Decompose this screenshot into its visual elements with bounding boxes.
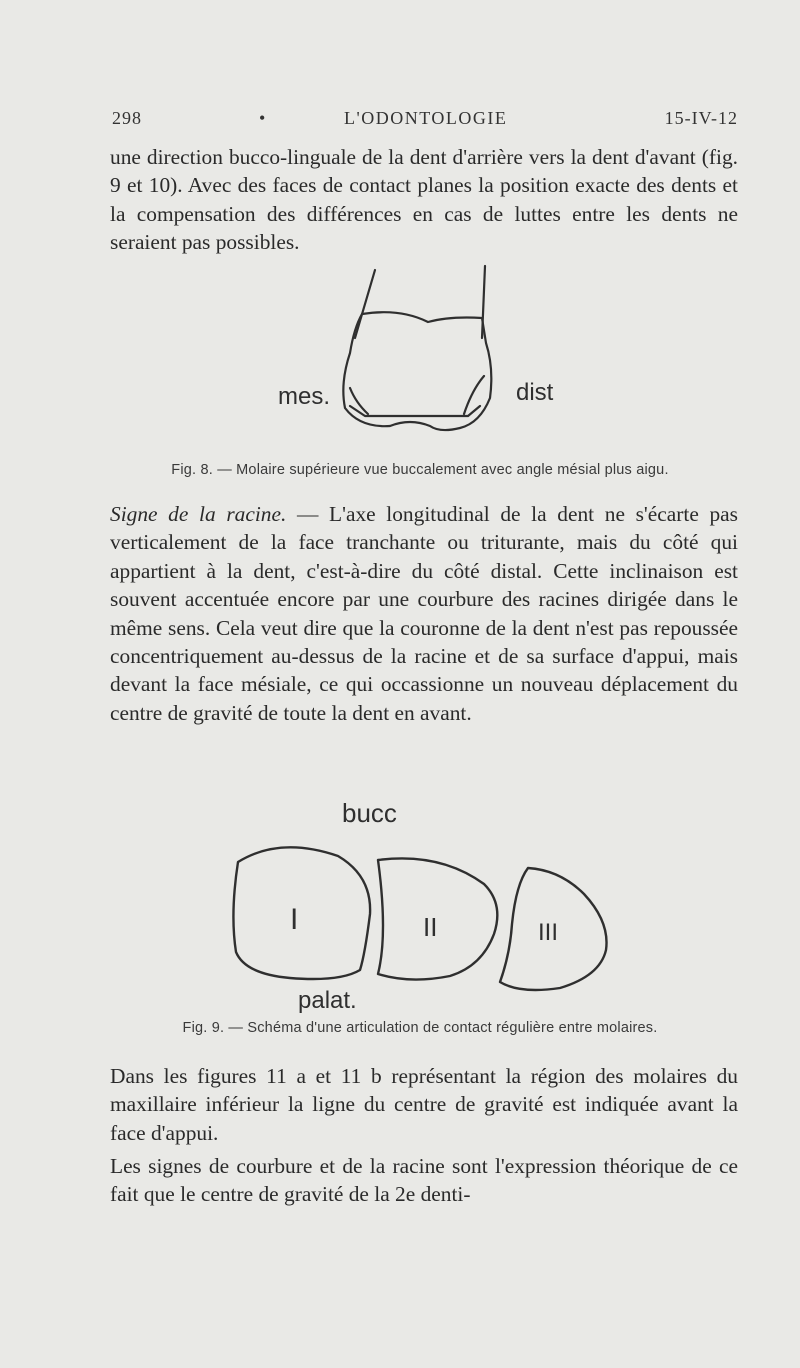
figure-8-caption: Fig. 8. — Molaire supérieure vue buccalement avec angle mésial plus aigu. [171, 462, 669, 478]
molar-root-line-left [355, 270, 375, 338]
paragraph-4: Les signes de courbure et de la racine sont l'expression théorique de ce fait que le centre de gravité de la 2e denti- [110, 1154, 738, 1207]
paragraph-2 [110, 500, 738, 727]
molar-2-outline [378, 858, 497, 979]
section-heading-signe-racine: Signe de la racine. [110, 502, 287, 526]
figure-9-label-buccal: bucc [342, 798, 397, 828]
journal-title: L'ODONTOLOGIE [344, 108, 508, 128]
paragraph-3: Dans les figures 11 a et 11 b représentant la région des molaires du maxillaire inférieur la ligne du centre de gravité est indiquée avant la face d'appui. [110, 1064, 738, 1145]
figure-9-caption: Fig. 9. — Schéma d'une articulation de contact régulière entre molaires. [182, 1020, 658, 1036]
molar-distal-cusp [464, 376, 484, 414]
molar-3-label: III [538, 919, 559, 946]
running-header [112, 108, 738, 134]
figure-9-molar-articulation-diagram [220, 784, 630, 1014]
molar-mesial-cusp [350, 388, 368, 414]
molar-1-label: I [290, 903, 299, 936]
figure-8-label-distal: dist [516, 379, 554, 406]
issue-date: 15-IV-12 [664, 108, 738, 128]
molar-occlusal-line [350, 406, 480, 416]
figure-8-label-mesial: mes. [278, 383, 331, 410]
figure-8-molar-diagram [250, 258, 610, 448]
molar-1-outline [233, 847, 370, 979]
page-number: 298 [112, 108, 142, 128]
paragraph-1: une direction bucco-linguale de la dent d'arrière vers la dent d'avant (fig. 9 et 10). Avec des faces de contact planes la position exacte des dents et la compensation des différences en cas de luttes entre les dents ne seraient pas possibles. [110, 145, 738, 255]
figure-9-label-palatal: palat. [298, 987, 357, 1014]
paragraph-2-body: — L'axe longitudinal de la dent ne s'écarte pas verticalement de la face tranchante ou triturante, mais du côté qui appartient à la dent, c'est-à-dire du côté distal. Cette inclinaison est souvent accentuée encore par une courbure des racines dirigée dans le même sens. Cela veut dire que la couronne de la dent n'est pas repoussée concentriquement au-dessus de la racine et de sa surface d'appui, mais devant la face mésiale, ce qui occassionne un nouveau déplacement du centre de gravité de toute la dent en avant. [110, 502, 739, 725]
molar-2-label: II [423, 912, 438, 942]
header-bullet: • [259, 108, 266, 128]
